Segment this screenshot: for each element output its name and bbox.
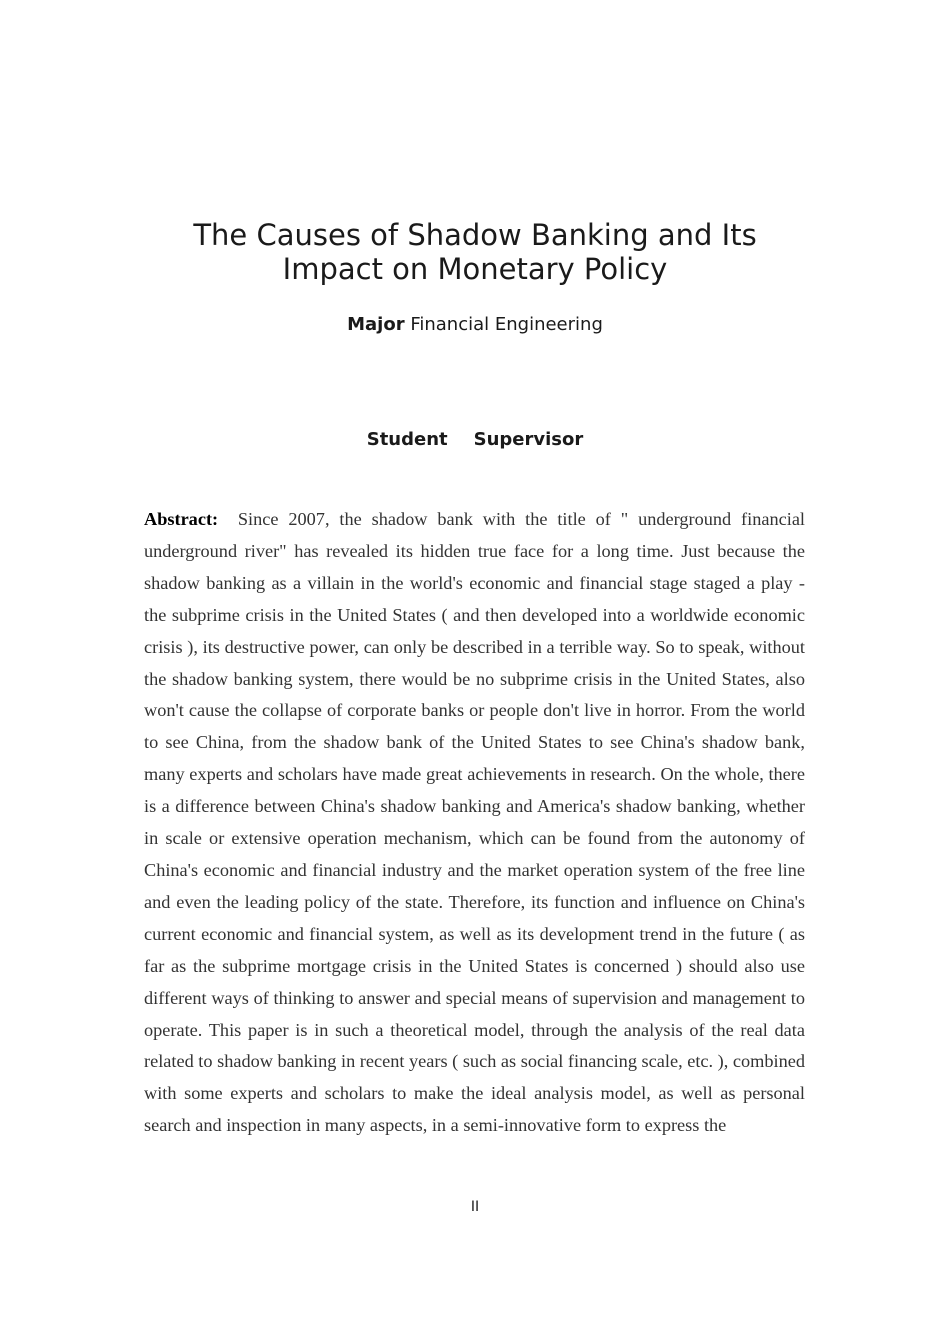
supervisor-label: Supervisor (473, 429, 584, 450)
abstract-label: Abstract: (144, 509, 219, 529)
major-line (0, 313, 950, 337)
paper-title-line-1: The Causes of Shadow Banking and Its (193, 218, 757, 252)
page-number: II (470, 1199, 480, 1215)
paper-title (0, 218, 950, 286)
abstract-paragraph (144, 504, 805, 1142)
major-value: Financial Engineering (410, 314, 603, 335)
abstract-text: Since 2007, the shadow bank with the title of " underground financial underground river" has revealed its hidden true face for a long time. Just because the shadow banking as a villain in the world's economic and financial stage staged a play - the subprime crisis in the United States ( and then developed into a worldwide economic crisis ), its destructive power, can only be described in a terrible way. So to speak, without the shadow banking system, there would be no subprime crisis in the United States, also won't cause the collapse of corporate banks or people don't live in horror. From the world to see China, from the shadow bank of the United States to see China's shadow bank, many experts and scholars have made great achievements in research. On the whole, there is a difference between China's shadow banking and America's shadow banking, whether in scale or extensive operation mechanism, which can be found from the autonomy of China's economic and financial industry and the market operation system of the free line and even the leading policy of the state. Therefore, its function and influence on China's current economic and financial system, as well as its development trend in the future ( as far as the subprime mortgage crisis in the United States is concerned ) should also use different ways of thinking to answer and special means of supervision and management to operate. This paper is in such a theoretical model, through the analysis of the real data related to shadow banking in recent years ( such as social financing scale, etc. ), combined with some experts and scholars to make the ideal analysis model, as well as personal search and inspection in many aspects, in a semi-innovative form to express the (144, 509, 806, 1136)
paper-title-line-2: Impact on Monetary Policy (282, 252, 668, 286)
student-supervisor-line (0, 428, 950, 452)
student-label: Student (366, 429, 448, 450)
major-label: Major (347, 314, 405, 335)
